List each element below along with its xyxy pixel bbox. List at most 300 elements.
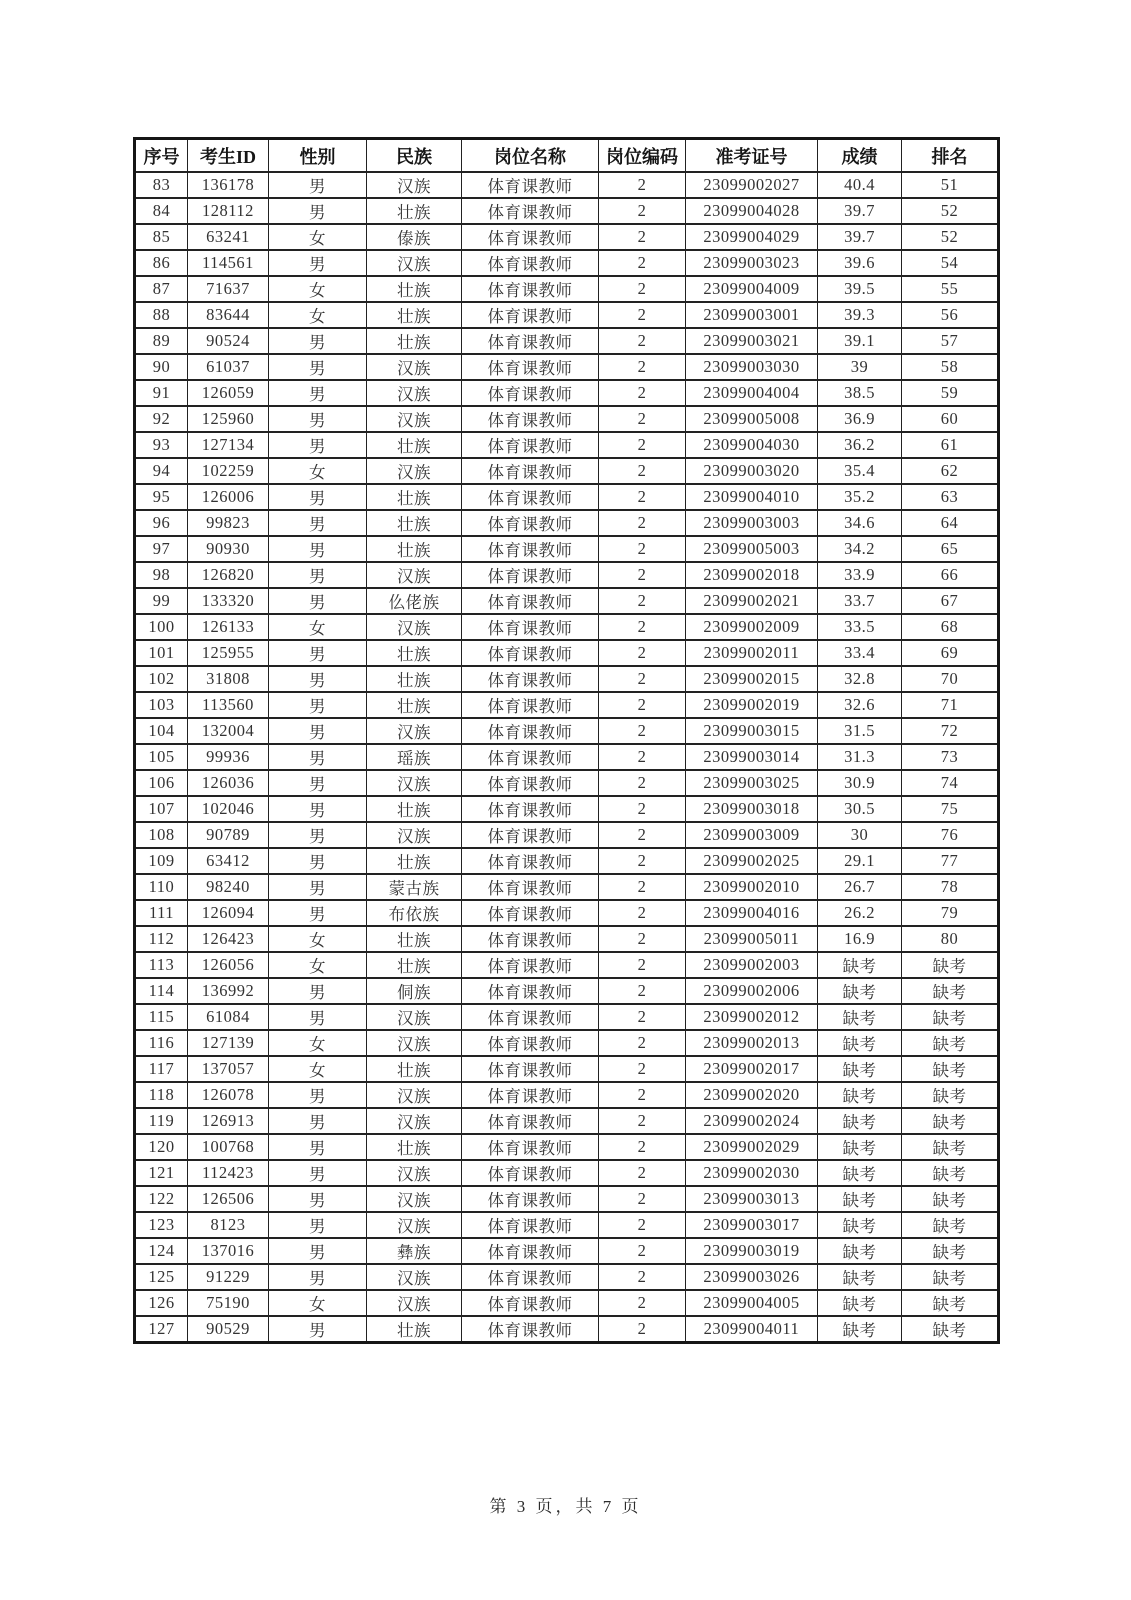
table-row — [135, 900, 999, 926]
cell-candidate-id: 61037 — [188, 354, 269, 380]
cell-score: 34.6 — [818, 510, 902, 536]
cell-admission-ticket: 23099003020 — [686, 458, 818, 484]
cell-ethnicity: 壮族 — [367, 1134, 462, 1160]
cell-admission-ticket: 23099002011 — [686, 640, 818, 666]
cell-admission-ticket: 23099002009 — [686, 614, 818, 640]
cell-rank: 63 — [902, 484, 999, 510]
cell-candidate-id: 61084 — [188, 1004, 269, 1030]
cell-ethnicity: 壮族 — [367, 510, 462, 536]
table-row — [135, 198, 999, 224]
cell-admission-ticket: 23099003018 — [686, 796, 818, 822]
cell-candidate-id: 126820 — [188, 562, 269, 588]
cell-gender: 男 — [269, 406, 367, 432]
cell-ethnicity: 汉族 — [367, 1264, 462, 1290]
cell-position-name: 体育课教师 — [462, 380, 599, 406]
table-row — [135, 1160, 999, 1186]
cell-gender: 女 — [269, 276, 367, 302]
cell-position-code: 2 — [599, 848, 686, 874]
cell-score: 30.9 — [818, 770, 902, 796]
cell-rank: 51 — [902, 172, 999, 198]
cell-position-code: 2 — [599, 302, 686, 328]
cell-ethnicity: 瑶族 — [367, 744, 462, 770]
cell-gender: 男 — [269, 510, 367, 536]
cell-rank: 缺考 — [902, 1212, 999, 1238]
cell-candidate-id: 90930 — [188, 536, 269, 562]
cell-position-code: 2 — [599, 588, 686, 614]
cell-candidate-id: 63412 — [188, 848, 269, 874]
cell-ethnicity: 壮族 — [367, 926, 462, 952]
cell-rank: 54 — [902, 250, 999, 276]
cell-index: 98 — [135, 562, 188, 588]
cell-rank: 76 — [902, 822, 999, 848]
table-row — [135, 978, 999, 1004]
table-row — [135, 1212, 999, 1238]
table-row — [135, 250, 999, 276]
cell-gender: 男 — [269, 354, 367, 380]
cell-score: 缺考 — [818, 1212, 902, 1238]
cell-index: 106 — [135, 770, 188, 796]
cell-candidate-id: 98240 — [188, 874, 269, 900]
cell-position-code: 2 — [599, 1160, 686, 1186]
cell-index: 121 — [135, 1160, 188, 1186]
table-row — [135, 484, 999, 510]
cell-ethnicity: 汉族 — [367, 1082, 462, 1108]
cell-ethnicity: 壮族 — [367, 796, 462, 822]
table-row — [135, 926, 999, 952]
cell-admission-ticket: 23099002019 — [686, 692, 818, 718]
cell-ethnicity: 汉族 — [367, 822, 462, 848]
cell-candidate-id: 125960 — [188, 406, 269, 432]
cell-ethnicity: 汉族 — [367, 172, 462, 198]
table-row — [135, 744, 999, 770]
cell-ethnicity: 壮族 — [367, 848, 462, 874]
cell-position-code: 2 — [599, 198, 686, 224]
cell-index: 103 — [135, 692, 188, 718]
cell-position-name: 体育课教师 — [462, 458, 599, 484]
cell-gender: 男 — [269, 666, 367, 692]
cell-position-name: 体育课教师 — [462, 874, 599, 900]
cell-index: 108 — [135, 822, 188, 848]
cell-score: 39.6 — [818, 250, 902, 276]
cell-candidate-id: 31808 — [188, 666, 269, 692]
cell-position-code: 2 — [599, 952, 686, 978]
cell-candidate-id: 63241 — [188, 224, 269, 250]
cell-candidate-id: 90529 — [188, 1316, 269, 1343]
table-row — [135, 328, 999, 354]
cell-index: 125 — [135, 1264, 188, 1290]
cell-score: 34.2 — [818, 536, 902, 562]
cell-position-name: 体育课教师 — [462, 692, 599, 718]
cell-score: 40.4 — [818, 172, 902, 198]
cell-candidate-id: 126094 — [188, 900, 269, 926]
cell-gender: 男 — [269, 796, 367, 822]
cell-score: 32.8 — [818, 666, 902, 692]
cell-admission-ticket: 23099003003 — [686, 510, 818, 536]
cell-position-name: 体育课教师 — [462, 1160, 599, 1186]
cell-gender: 男 — [269, 900, 367, 926]
cell-candidate-id: 126506 — [188, 1186, 269, 1212]
cell-score: 缺考 — [818, 1264, 902, 1290]
cell-position-name: 体育课教师 — [462, 926, 599, 952]
cell-ethnicity: 汉族 — [367, 1160, 462, 1186]
table-row — [135, 1186, 999, 1212]
table-row — [135, 380, 999, 406]
table-row — [135, 588, 999, 614]
table-row — [135, 562, 999, 588]
cell-ethnicity: 汉族 — [367, 1004, 462, 1030]
cell-index: 96 — [135, 510, 188, 536]
cell-index: 111 — [135, 900, 188, 926]
cell-position-name: 体育课教师 — [462, 536, 599, 562]
cell-gender: 女 — [269, 926, 367, 952]
cell-score: 32.6 — [818, 692, 902, 718]
cell-index: 100 — [135, 614, 188, 640]
cell-position-name: 体育课教师 — [462, 328, 599, 354]
col-header-position-name: 岗位名称 — [462, 139, 599, 173]
cell-ethnicity: 汉族 — [367, 614, 462, 640]
cell-position-name: 体育课教师 — [462, 1264, 599, 1290]
cell-rank: 缺考 — [902, 1238, 999, 1264]
cell-rank: 57 — [902, 328, 999, 354]
cell-admission-ticket: 23099002015 — [686, 666, 818, 692]
table-row — [135, 1082, 999, 1108]
cell-ethnicity: 仫佬族 — [367, 588, 462, 614]
cell-gender: 男 — [269, 640, 367, 666]
cell-score: 31.5 — [818, 718, 902, 744]
cell-gender: 男 — [269, 692, 367, 718]
cell-index: 119 — [135, 1108, 188, 1134]
cell-gender: 女 — [269, 1030, 367, 1056]
cell-ethnicity: 汉族 — [367, 1290, 462, 1316]
cell-position-code: 2 — [599, 1238, 686, 1264]
cell-score: 30.5 — [818, 796, 902, 822]
cell-admission-ticket: 23099003009 — [686, 822, 818, 848]
cell-position-name: 体育课教师 — [462, 848, 599, 874]
cell-admission-ticket: 23099005011 — [686, 926, 818, 952]
cell-ethnicity: 傣族 — [367, 224, 462, 250]
cell-index: 87 — [135, 276, 188, 302]
cell-gender: 男 — [269, 198, 367, 224]
cell-position-code: 2 — [599, 380, 686, 406]
cell-admission-ticket: 23099003023 — [686, 250, 818, 276]
cell-candidate-id: 90524 — [188, 328, 269, 354]
cell-gender: 男 — [269, 1134, 367, 1160]
cell-candidate-id: 75190 — [188, 1290, 269, 1316]
table-row — [135, 1108, 999, 1134]
cell-position-name: 体育课教师 — [462, 1316, 599, 1343]
cell-ethnicity: 壮族 — [367, 198, 462, 224]
cell-gender: 男 — [269, 1264, 367, 1290]
cell-admission-ticket: 23099002020 — [686, 1082, 818, 1108]
cell-index: 86 — [135, 250, 188, 276]
cell-index: 115 — [135, 1004, 188, 1030]
cell-admission-ticket: 23099003026 — [686, 1264, 818, 1290]
table-row — [135, 1056, 999, 1082]
cell-gender: 男 — [269, 1108, 367, 1134]
cell-score: 39.7 — [818, 198, 902, 224]
cell-position-name: 体育课教师 — [462, 224, 599, 250]
cell-score: 缺考 — [818, 1082, 902, 1108]
cell-rank: 58 — [902, 354, 999, 380]
cell-candidate-id: 126078 — [188, 1082, 269, 1108]
cell-candidate-id: 126036 — [188, 770, 269, 796]
cell-candidate-id: 102259 — [188, 458, 269, 484]
cell-position-name: 体育课教师 — [462, 1004, 599, 1030]
cell-rank: 62 — [902, 458, 999, 484]
cell-position-code: 2 — [599, 1134, 686, 1160]
table-row — [135, 692, 999, 718]
table-row — [135, 276, 999, 302]
cell-gender: 女 — [269, 1056, 367, 1082]
cell-score: 16.9 — [818, 926, 902, 952]
results-table — [133, 137, 1000, 1344]
col-header-index: 序号 — [135, 139, 188, 173]
cell-index: 120 — [135, 1134, 188, 1160]
cell-rank: 77 — [902, 848, 999, 874]
cell-score: 30 — [818, 822, 902, 848]
table-row — [135, 406, 999, 432]
cell-position-code: 2 — [599, 1290, 686, 1316]
cell-rank: 71 — [902, 692, 999, 718]
cell-position-code: 2 — [599, 900, 686, 926]
cell-score: 33.9 — [818, 562, 902, 588]
cell-score: 缺考 — [818, 1316, 902, 1343]
cell-candidate-id: 126423 — [188, 926, 269, 952]
table-row — [135, 224, 999, 250]
cell-score: 39.1 — [818, 328, 902, 354]
cell-gender: 男 — [269, 1316, 367, 1343]
cell-index: 113 — [135, 952, 188, 978]
cell-index: 84 — [135, 198, 188, 224]
cell-ethnicity: 汉族 — [367, 380, 462, 406]
table-row — [135, 848, 999, 874]
cell-candidate-id: 128112 — [188, 198, 269, 224]
cell-score: 缺考 — [818, 1134, 902, 1160]
cell-index: 92 — [135, 406, 188, 432]
cell-admission-ticket: 23099004005 — [686, 1290, 818, 1316]
cell-position-code: 2 — [599, 1212, 686, 1238]
cell-position-code: 2 — [599, 1004, 686, 1030]
cell-admission-ticket: 23099003019 — [686, 1238, 818, 1264]
table-row — [135, 510, 999, 536]
cell-gender: 男 — [269, 380, 367, 406]
cell-admission-ticket: 23099003017 — [686, 1212, 818, 1238]
cell-position-code: 2 — [599, 1082, 686, 1108]
cell-index: 102 — [135, 666, 188, 692]
cell-candidate-id: 113560 — [188, 692, 269, 718]
cell-admission-ticket: 23099002010 — [686, 874, 818, 900]
cell-candidate-id: 112423 — [188, 1160, 269, 1186]
cell-rank: 52 — [902, 198, 999, 224]
cell-position-code: 2 — [599, 562, 686, 588]
cell-gender: 女 — [269, 952, 367, 978]
cell-rank: 67 — [902, 588, 999, 614]
cell-score: 33.5 — [818, 614, 902, 640]
cell-index: 124 — [135, 1238, 188, 1264]
cell-admission-ticket: 23099002021 — [686, 588, 818, 614]
cell-position-code: 2 — [599, 640, 686, 666]
cell-candidate-id: 83644 — [188, 302, 269, 328]
cell-position-name: 体育课教师 — [462, 354, 599, 380]
table-row — [135, 1316, 999, 1343]
cell-gender: 男 — [269, 874, 367, 900]
cell-position-name: 体育课教师 — [462, 1186, 599, 1212]
cell-score: 缺考 — [818, 1160, 902, 1186]
cell-rank: 69 — [902, 640, 999, 666]
cell-admission-ticket: 23099004009 — [686, 276, 818, 302]
cell-gender: 男 — [269, 770, 367, 796]
cell-position-name: 体育课教师 — [462, 588, 599, 614]
cell-candidate-id: 127139 — [188, 1030, 269, 1056]
cell-index: 123 — [135, 1212, 188, 1238]
table-row — [135, 1134, 999, 1160]
cell-admission-ticket: 23099004028 — [686, 198, 818, 224]
cell-index: 85 — [135, 224, 188, 250]
cell-score: 36.2 — [818, 432, 902, 458]
cell-rank: 缺考 — [902, 1108, 999, 1134]
cell-admission-ticket: 23099004016 — [686, 900, 818, 926]
cell-admission-ticket: 23099002018 — [686, 562, 818, 588]
cell-score: 38.5 — [818, 380, 902, 406]
cell-gender: 男 — [269, 250, 367, 276]
cell-admission-ticket: 23099003030 — [686, 354, 818, 380]
cell-admission-ticket: 23099002025 — [686, 848, 818, 874]
cell-gender: 男 — [269, 432, 367, 458]
table-row — [135, 1290, 999, 1316]
table-row — [135, 1264, 999, 1290]
cell-rank: 80 — [902, 926, 999, 952]
cell-ethnicity: 侗族 — [367, 978, 462, 1004]
cell-ethnicity: 壮族 — [367, 432, 462, 458]
cell-rank: 缺考 — [902, 1316, 999, 1343]
cell-index: 104 — [135, 718, 188, 744]
cell-position-name: 体育课教师 — [462, 250, 599, 276]
cell-index: 118 — [135, 1082, 188, 1108]
cell-rank: 79 — [902, 900, 999, 926]
cell-candidate-id: 136178 — [188, 172, 269, 198]
cell-index: 101 — [135, 640, 188, 666]
cell-rank: 75 — [902, 796, 999, 822]
cell-gender: 女 — [269, 614, 367, 640]
table-row — [135, 432, 999, 458]
cell-ethnicity: 汉族 — [367, 1186, 462, 1212]
cell-candidate-id: 137057 — [188, 1056, 269, 1082]
cell-index: 88 — [135, 302, 188, 328]
cell-ethnicity: 壮族 — [367, 952, 462, 978]
cell-position-code: 2 — [599, 406, 686, 432]
page-number: 第 3 页，共 7 页 — [489, 1497, 642, 1516]
cell-ethnicity: 壮族 — [367, 536, 462, 562]
cell-gender: 男 — [269, 848, 367, 874]
cell-rank: 缺考 — [902, 978, 999, 1004]
cell-admission-ticket: 23099004029 — [686, 224, 818, 250]
table-row — [135, 640, 999, 666]
cell-index: 122 — [135, 1186, 188, 1212]
cell-score: 缺考 — [818, 1290, 902, 1316]
cell-gender: 男 — [269, 536, 367, 562]
cell-gender: 男 — [269, 1082, 367, 1108]
cell-ethnicity: 汉族 — [367, 1030, 462, 1056]
cell-admission-ticket: 23099002006 — [686, 978, 818, 1004]
cell-score: 缺考 — [818, 1030, 902, 1056]
cell-position-name: 体育课教师 — [462, 822, 599, 848]
cell-position-code: 2 — [599, 458, 686, 484]
col-header-ethnicity: 民族 — [367, 139, 462, 173]
cell-score: 缺考 — [818, 1186, 902, 1212]
cell-position-code: 2 — [599, 1056, 686, 1082]
cell-score: 29.1 — [818, 848, 902, 874]
cell-position-name: 体育课教师 — [462, 1108, 599, 1134]
cell-ethnicity: 壮族 — [367, 640, 462, 666]
cell-candidate-id: 127134 — [188, 432, 269, 458]
cell-rank: 78 — [902, 874, 999, 900]
table-header — [135, 139, 999, 173]
cell-score: 缺考 — [818, 952, 902, 978]
cell-ethnicity: 蒙古族 — [367, 874, 462, 900]
cell-position-name: 体育课教师 — [462, 978, 599, 1004]
cell-ethnicity: 壮族 — [367, 1056, 462, 1082]
cell-admission-ticket: 23099003014 — [686, 744, 818, 770]
cell-rank: 缺考 — [902, 1056, 999, 1082]
cell-index: 112 — [135, 926, 188, 952]
cell-index: 93 — [135, 432, 188, 458]
cell-admission-ticket: 23099004010 — [686, 484, 818, 510]
cell-position-code: 2 — [599, 822, 686, 848]
cell-ethnicity: 汉族 — [367, 1212, 462, 1238]
cell-score: 缺考 — [818, 1238, 902, 1264]
table-row — [135, 458, 999, 484]
cell-position-code: 2 — [599, 718, 686, 744]
cell-candidate-id: 125955 — [188, 640, 269, 666]
cell-position-code: 2 — [599, 328, 686, 354]
cell-ethnicity: 壮族 — [367, 692, 462, 718]
cell-index: 114 — [135, 978, 188, 1004]
cell-position-name: 体育课教师 — [462, 276, 599, 302]
cell-index: 107 — [135, 796, 188, 822]
cell-admission-ticket: 23099003015 — [686, 718, 818, 744]
cell-position-code: 2 — [599, 614, 686, 640]
cell-rank: 52 — [902, 224, 999, 250]
table-row — [135, 614, 999, 640]
cell-admission-ticket: 23099002029 — [686, 1134, 818, 1160]
cell-gender: 男 — [269, 484, 367, 510]
cell-admission-ticket: 23099004004 — [686, 380, 818, 406]
table-row — [135, 770, 999, 796]
cell-rank: 缺考 — [902, 1134, 999, 1160]
cell-position-name: 体育课教师 — [462, 744, 599, 770]
cell-ethnicity: 汉族 — [367, 250, 462, 276]
col-header-gender: 性别 — [269, 139, 367, 173]
cell-rank: 72 — [902, 718, 999, 744]
table-row — [135, 302, 999, 328]
table-row — [135, 1004, 999, 1030]
cell-position-code: 2 — [599, 1030, 686, 1056]
cell-position-code: 2 — [599, 484, 686, 510]
table-row — [135, 354, 999, 380]
cell-index: 127 — [135, 1316, 188, 1343]
cell-position-name: 体育课教师 — [462, 666, 599, 692]
cell-index: 110 — [135, 874, 188, 900]
cell-rank: 66 — [902, 562, 999, 588]
cell-score: 缺考 — [818, 1056, 902, 1082]
cell-position-name: 体育课教师 — [462, 172, 599, 198]
cell-rank: 61 — [902, 432, 999, 458]
table-row — [135, 796, 999, 822]
cell-score: 缺考 — [818, 1108, 902, 1134]
cell-admission-ticket: 23099005008 — [686, 406, 818, 432]
cell-ethnicity: 壮族 — [367, 484, 462, 510]
cell-position-code: 2 — [599, 978, 686, 1004]
